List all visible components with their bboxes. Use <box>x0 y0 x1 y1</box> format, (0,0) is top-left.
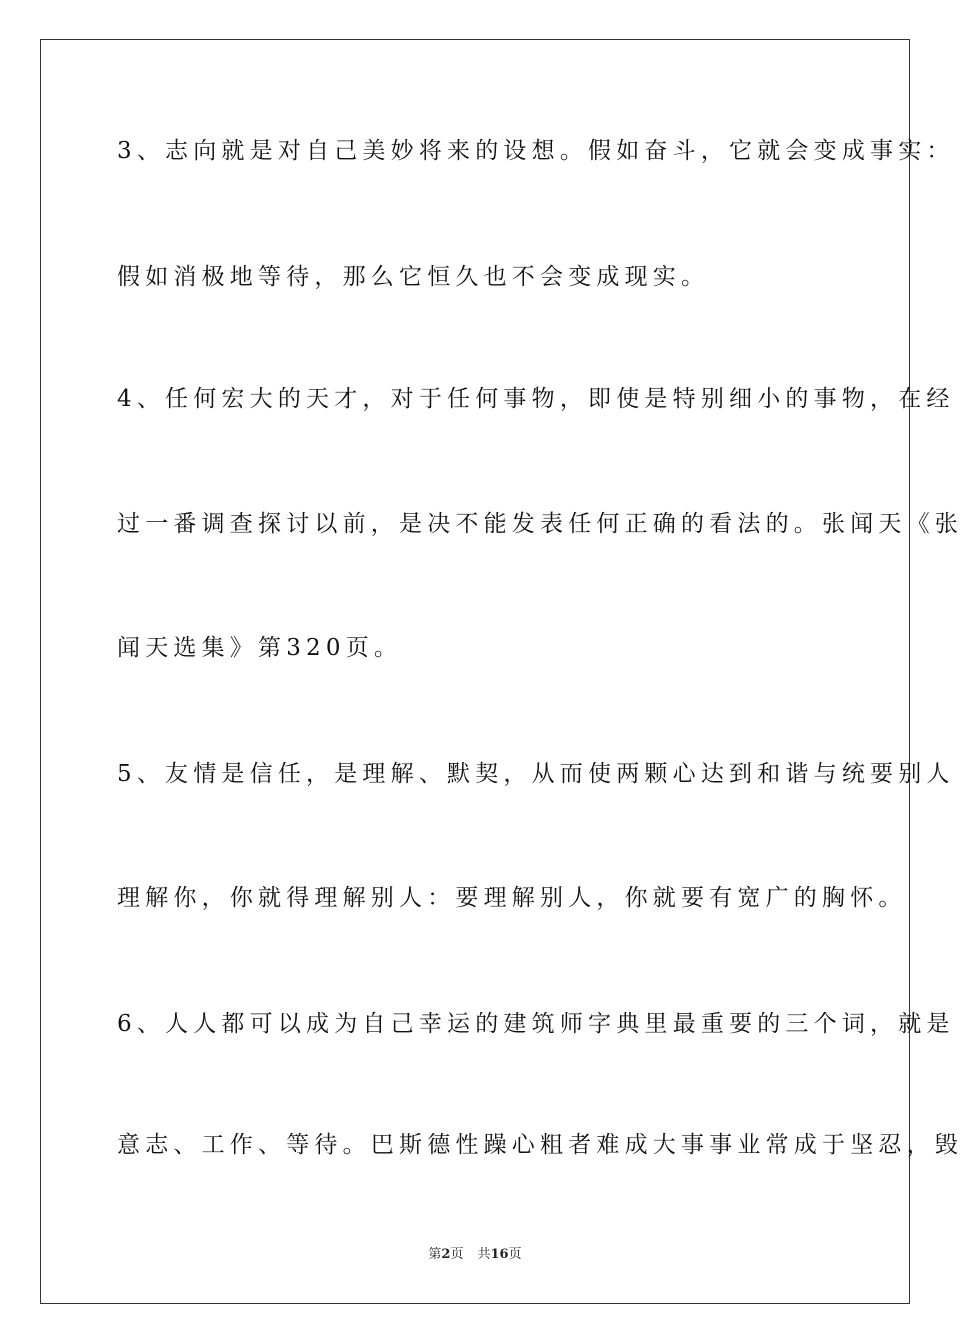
text-line: 4、任何宏大的天才，对于任何事物，即使是特别细小的事物，在经 <box>117 386 955 412</box>
text-line: 假如消极地等待，那么它恒久也不会变成现实。 <box>117 264 710 290</box>
text-line: 3、志向就是对自己美妙将来的设想。假如奋斗，它就会变成事实： <box>117 138 955 164</box>
total-suffix: 页 <box>508 1247 522 1262</box>
text-line: 意志、工作、等待。巴斯德性躁心粗者难成大事事业常成于坚忍，毁 <box>117 1132 963 1158</box>
text-line: 闻天选集》第320页。 <box>117 635 403 661</box>
total-prefix: 共 <box>477 1247 491 1262</box>
text-line: 5、友情是信任，是理解、默契，从而使两颗心达到和谐与统要别人 <box>117 761 955 787</box>
page-footer <box>0 1246 950 1264</box>
text-line: 6、人人都可以成为自己幸运的建筑师字典里最重要的三个词，就是 <box>117 1011 955 1037</box>
page-number: 2 <box>441 1247 451 1262</box>
text-line: 理解你，你就得理解别人：要理解别人，你就要有宽广的胸怀。 <box>117 885 907 911</box>
page-border <box>40 39 963 1304</box>
page-prefix: 第 <box>428 1247 442 1262</box>
text-line: 过一番调查探讨以前，是决不能发表任何正确的看法的。张闻天《张 <box>117 511 963 537</box>
page-suffix: 页 <box>450 1247 464 1262</box>
total-pages: 16 <box>490 1247 509 1262</box>
